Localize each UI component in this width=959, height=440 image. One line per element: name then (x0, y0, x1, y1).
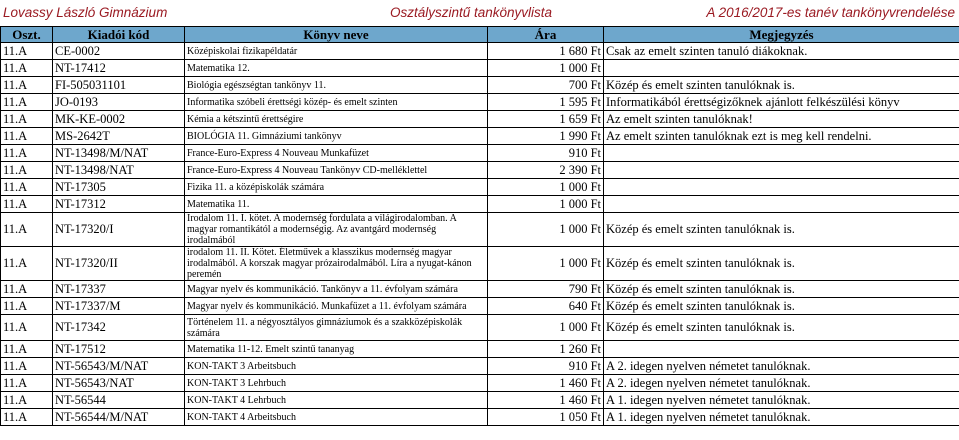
cell-note (604, 196, 959, 213)
cell-title: Fizika 11. a középiskolák számára (185, 179, 488, 196)
cell-price: 1 000 Ft (488, 213, 604, 247)
cell-price: 1 659 Ft (488, 111, 604, 128)
cell-note (604, 179, 959, 196)
cell-code: NT-17305 (53, 179, 185, 196)
cell-code: MS-2642T (53, 128, 185, 145)
cell-title: Középiskolai fizikapéldatár (185, 43, 488, 60)
cell-title: Irodalom 11. I. kötet. A modernség fordulata a világirodalomban. A magyar romantikától a modernségig. Az avantgárd modernség irodalmából (185, 213, 488, 247)
col-price: Ára (488, 27, 604, 43)
table-row (1, 213, 959, 247)
cell-class: 11.A (1, 375, 53, 392)
cell-price: 1 050 Ft (488, 409, 604, 426)
cell-class: 11.A (1, 409, 53, 426)
cell-price: 1 000 Ft (488, 247, 604, 281)
table-body (1, 43, 959, 426)
cell-class: 11.A (1, 358, 53, 375)
col-code: Kiadói kód (53, 27, 185, 43)
cell-title: Magyar nyelv és kommunikáció. Tankönyv a 11. évfolyam számára (185, 281, 488, 298)
table-row (1, 77, 959, 94)
table-row (1, 128, 959, 145)
cell-title: Matematika 12. (185, 60, 488, 77)
cell-code: NT-17512 (53, 341, 185, 358)
cell-note: Közép és emelt szinten tanulóknak is. (604, 281, 959, 298)
col-title: Könyv neve (185, 27, 488, 43)
table-row (1, 111, 959, 128)
cell-note: A 1. idegen nyelven németet tanulóknak. (604, 409, 959, 426)
cell-class: 11.A (1, 162, 53, 179)
table-row (1, 358, 959, 375)
cell-class: 11.A (1, 94, 53, 111)
cell-class: 11.A (1, 281, 53, 298)
table-row (1, 196, 959, 213)
cell-title: BIOLÓGIA 11. Gimnáziumi tankönyv (185, 128, 488, 145)
cell-note: Csak az emelt szinten tanuló diákoknak. (604, 43, 959, 60)
cell-class: 11.A (1, 392, 53, 409)
cell-code: NT-17412 (53, 60, 185, 77)
cell-code: NT-17342 (53, 315, 185, 341)
cell-note: Az emelt szinten tanulóknak ezt is meg kell rendelni. (604, 128, 959, 145)
table-row (1, 315, 959, 341)
cell-title: Magyar nyelv és kommunikáció. Munkafüzet a 11. évfolyam számára (185, 298, 488, 315)
cell-title: KON-TAKT 4 Lehrbuch (185, 392, 488, 409)
cell-price: 1 000 Ft (488, 60, 604, 77)
table-row (1, 409, 959, 426)
cell-code: NT-17312 (53, 196, 185, 213)
cell-code: NT-13498/M/NAT (53, 145, 185, 162)
table-row (1, 179, 959, 196)
cell-title: Matematika 11-12. Emelt szintű tananyag (185, 341, 488, 358)
cell-price: 910 Ft (488, 358, 604, 375)
cell-class: 11.A (1, 43, 53, 60)
cell-note: Közép és emelt szinten tanulóknak is. (604, 298, 959, 315)
page-header (0, 0, 959, 26)
table-row (1, 247, 959, 281)
cell-note: Közép és emelt szinten tanulóknak is. (604, 247, 959, 281)
cell-price: 700 Ft (488, 77, 604, 94)
cell-price: 2 390 Ft (488, 162, 604, 179)
cell-title: KON-TAKT 3 Lehrbuch (185, 375, 488, 392)
cell-price: 790 Ft (488, 281, 604, 298)
cell-code: NT-17337 (53, 281, 185, 298)
cell-class: 11.A (1, 298, 53, 315)
cell-note (604, 341, 959, 358)
cell-price: 640 Ft (488, 298, 604, 315)
cell-code: NT-56544/M/NAT (53, 409, 185, 426)
cell-price: 1 000 Ft (488, 179, 604, 196)
cell-price: 1 000 Ft (488, 315, 604, 341)
cell-title: France-Euro-Express 4 Nouveau Tankönyv CD-melléklettel (185, 162, 488, 179)
cell-code: MK-KE-0002 (53, 111, 185, 128)
cell-code: NT-17320/II (53, 247, 185, 281)
cell-price: 1 595 Ft (488, 94, 604, 111)
table-row (1, 298, 959, 315)
book-list-table (0, 26, 959, 426)
cell-class: 11.A (1, 179, 53, 196)
cell-class: 11.A (1, 247, 53, 281)
table-row (1, 375, 959, 392)
cell-title: Informatika szóbeli érettségi közép- és emelt szinten (185, 94, 488, 111)
cell-note (604, 145, 959, 162)
cell-note: Közép és emelt szinten tanulóknak is. (604, 315, 959, 341)
table-row (1, 43, 959, 60)
cell-note: A 2. idegen nyelven németet tanulóknak. (604, 375, 959, 392)
cell-title: KON-TAKT 4 Arbeitsbuch (185, 409, 488, 426)
cell-class: 11.A (1, 145, 53, 162)
cell-code: NT-56543/NAT (53, 375, 185, 392)
cell-code: NT-13498/NAT (53, 162, 185, 179)
cell-code: NT-17320/I (53, 213, 185, 247)
cell-price: 1 990 Ft (488, 128, 604, 145)
cell-title: KON-TAKT 3 Arbeitsbuch (185, 358, 488, 375)
cell-title: Történelem 11. a négyosztályos gimnáziumok és a szakközépiskolák számára (185, 315, 488, 341)
cell-price: 1 460 Ft (488, 392, 604, 409)
cell-price: 1 260 Ft (488, 341, 604, 358)
cell-class: 11.A (1, 341, 53, 358)
table-row (1, 281, 959, 298)
cell-note: Informatikából érettségizőknek ajánlott felkészülési könyv (604, 94, 959, 111)
table-row (1, 162, 959, 179)
cell-note: Közép és emelt szinten tanulóknak is. (604, 213, 959, 247)
col-note: Megjegyzés (604, 27, 959, 43)
cell-price: 910 Ft (488, 145, 604, 162)
table-row (1, 392, 959, 409)
cell-note: Közép és emelt szinten tanulóknak is. (604, 77, 959, 94)
cell-code: NT-56544 (53, 392, 185, 409)
cell-title: Kémia a kétszintű érettségire (185, 111, 488, 128)
table-row (1, 341, 959, 358)
cell-class: 11.A (1, 111, 53, 128)
cell-title: Biológia egészségtan tankönyv 11. (185, 77, 488, 94)
cell-title: Matematika 11. (185, 196, 488, 213)
table-row (1, 145, 959, 162)
cell-code: CE-0002 (53, 43, 185, 60)
cell-class: 11.A (1, 315, 53, 341)
table-row (1, 60, 959, 77)
list-title: Osztályszintű tankönyvlista (390, 5, 553, 20)
cell-price: 1 460 Ft (488, 375, 604, 392)
school-name: Lovassy László Gimnázium (3, 5, 168, 20)
cell-title: France-Euro-Express 4 Nouveau Munkafüzet (185, 145, 488, 162)
cell-title: irodalom 11. II. Kötet. Életművek a klasszikus modernség magyar irodalmából. A korszak magyar prózairodalmából. Líra a nyugat-kánon peremén (185, 247, 488, 281)
cell-note (604, 60, 959, 77)
cell-price: 1 000 Ft (488, 196, 604, 213)
school-year: A 2016/2017-es tanév tankönyvrendelése (706, 5, 955, 20)
cell-code: JO-0193 (53, 94, 185, 111)
cell-class: 11.A (1, 196, 53, 213)
cell-code: FI-505031101 (53, 77, 185, 94)
cell-note (604, 162, 959, 179)
table-header-row (1, 27, 959, 43)
cell-class: 11.A (1, 128, 53, 145)
cell-note: A 2. idegen nyelven németet tanulóknak. (604, 358, 959, 375)
cell-note: A 1. idegen nyelven németet tanulóknak. (604, 392, 959, 409)
cell-price: 1 680 Ft (488, 43, 604, 60)
cell-class: 11.A (1, 60, 53, 77)
col-class: Oszt. (1, 27, 53, 43)
cell-code: NT-56543/M/NAT (53, 358, 185, 375)
cell-note: Az emelt szinten tanulóknak! (604, 111, 959, 128)
table-row (1, 94, 959, 111)
cell-code: NT-17337/M (53, 298, 185, 315)
cell-class: 11.A (1, 213, 53, 247)
cell-class: 11.A (1, 77, 53, 94)
